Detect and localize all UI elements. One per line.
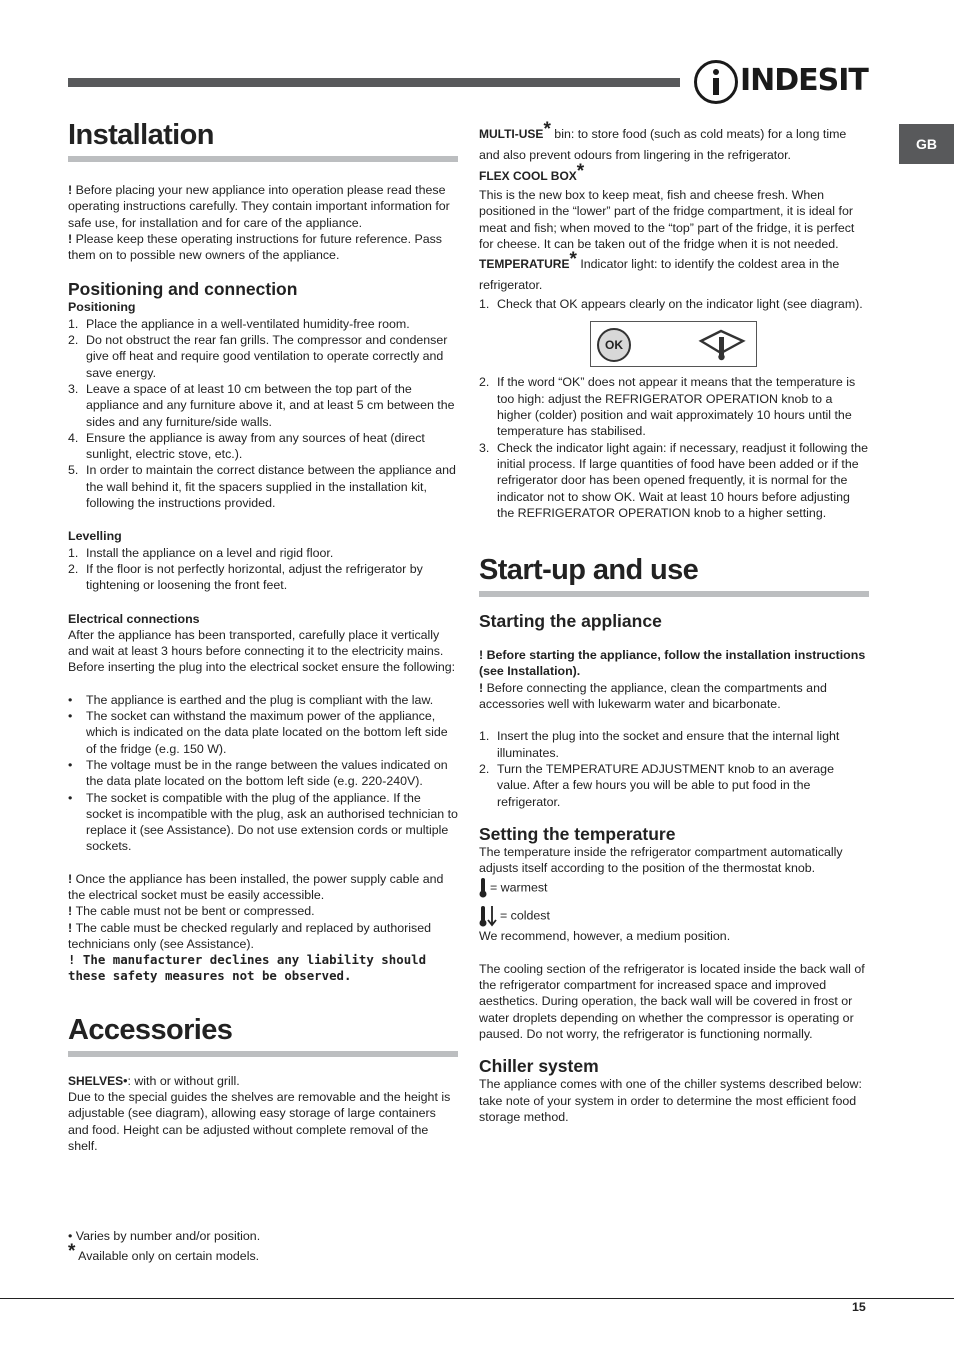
right-column: [479, 119, 869, 1125]
intro-paragraph-2: ! Please keep these operating instructions for future reference. Pass them on to possible new owners of the appliance.: [68, 231, 442, 263]
indicator-light-diagram: [590, 321, 757, 367]
list-item: • The appliance is earthed and the plug is compliant with the law.: [68, 692, 434, 707]
positioning-heading: Positioning and connection: [68, 279, 298, 300]
startup-title: Start-up and use: [479, 553, 869, 597]
list-item: 5. In order to maintain the correct distance between the appliance and the wall behind it, fit the spacers supplied in the installation kit, following the instructions provided.: [68, 463, 456, 511]
footer-rule: [0, 1298, 954, 1299]
list-item: • The socket can withstand the maximum power of the appliance, which is indicated on the data plate located on the bottom left side of the fridge (e.g. 150 W).: [68, 709, 448, 756]
list-item: 1. Place the appliance in a well-ventilated humidity-free room.: [68, 316, 410, 331]
warning-3: ! The cable must be checked regularly and replaced by authorised technicians only (see Assistance).: [68, 920, 431, 951]
chiller-text: The appliance comes with one of the chiller systems described below: take note of your system in order to determine the most efficient food storage method.: [479, 1077, 862, 1124]
thermometer-cold-icon: [479, 904, 497, 928]
temperature-paragraph: The temperature inside the refrigerator compartment automatically adjusts itself according to the position of the thermostat knob.: [479, 844, 843, 876]
indesit-logo: [694, 60, 870, 106]
footnotes: [68, 1226, 260, 1266]
footnote-star: * Available only on certain models.: [68, 1241, 260, 1263]
positioning-subheading: Positioning: [68, 300, 136, 315]
warmest-row: = warmest: [479, 878, 869, 898]
language-tab: GB: [899, 124, 954, 164]
warning-2: ! The cable must not be bent or compressed.: [68, 904, 315, 919]
starting-steps: [479, 728, 869, 809]
recommend-text: We recommend, however, a medium position.: [479, 929, 731, 944]
chiller-heading: Chiller system: [479, 1056, 599, 1077]
temperature-steps-a: [479, 296, 869, 312]
flex-label: FLEX COOL BOX*: [479, 161, 585, 183]
positioning-list: [68, 316, 458, 512]
page-number: 15: [852, 1300, 866, 1314]
list-item: 1. Insert the plug into the socket and ensure that the internal light illuminates.: [479, 729, 840, 760]
levelling-subheading: Levelling: [68, 529, 122, 544]
logo-i-icon: [694, 60, 738, 104]
shelves-line: SHELVES•: with or without grill.: [68, 1073, 240, 1088]
electrical-bullets: [68, 692, 458, 855]
electrical-intro: After the appliance has been transported, carefully place it vertically and wait at least 3 hours before connecting it to the electricity mains. Before inserting the plug into the electrical socket ensure the following:: [68, 627, 456, 675]
multiuse-text: MULTI-USE* bin: to store food (such as cold meats) for a long time and also prevent odours from lingering in the refrigerator.: [479, 119, 847, 162]
shelves-text: Due to the special guides the shelves are removable and the height is adjustable (see diagram), allowing easy storage of large containers and food. Height can be adjusted without complete removal of the shelf.: [68, 1090, 451, 1153]
cooling-text: The cooling section of the refrigerator is located inside the back wall of the refrigerator compartment for increased space and improved aesthetics. During operation, the back wall will be covered in frost or water droplets depending on whether the compressor is operating or paused. Do not worry, the refrigerator is functioning normally.: [479, 961, 865, 1041]
liability-warning: ! The manufacturer declines any liability should these safety measures not be observed.: [68, 952, 427, 984]
temperature-symbol-icon: [695, 327, 749, 361]
list-item: 3. Check the indicator light again: if necessary, readjust it following the initial process. If large quantities of food have been added or if the refrigerator door has been opened frequently, it is normal for the indicator not to show OK. Wait at least 10 hours before adjusting the REFRIGERATOR OPERATION knob to a higher setting.: [479, 440, 868, 520]
flex-text: This is the new box to keep meat, fish and cheese fresh. When positioned in the “lower” part of the fridge compartment, it is ideal for meat and fish; when moved to the “top” part of the fridge, it is perfect for cheese. It can be taken out of the fridge when it is not needed.: [479, 188, 855, 251]
header-bar: [68, 78, 680, 87]
intro-paragraph-1: ! Before placing your new appliance into operation please read these operating instructions carefully. They contain important information for safe use, for installation and for care of the appliance.: [68, 183, 450, 230]
ok-indicator-icon: OK: [597, 328, 631, 362]
warning-1: ! Once the appliance has been installed, the power supply cable and the electrical socket must be easily accessible.: [68, 871, 444, 902]
list-item: • The voltage must be in the range between the values indicated on the data plate located on the bottom left side (e.g. 220-240V).: [68, 757, 448, 789]
list-item: 1. Install the appliance on a level and rigid floor.: [68, 545, 334, 560]
coldest-row: = coldest: [479, 904, 869, 928]
starting-warning: ! Before starting the appliance, follow the installation instructions (see Installation).: [479, 648, 866, 679]
list-item: 2. If the word “OK” does not appear it means that the temperature is too high: adjust the REFRIGERATOR OPERATION knob to a higher (colder) position and wait approximately 10 hours until the temperature has stabilised.: [479, 375, 856, 439]
list-item: 2. If the floor is not perfectly horizontal, adjust the refrigerator by tightening or loosening the front feet.: [68, 561, 423, 593]
starting-note: ! Before connecting the appliance, clean the compartments and accessories well with lukewarm water and bicarbonate.: [479, 680, 827, 712]
levelling-list: [68, 545, 458, 594]
list-item: 3. Leave a space of at least 10 cm between the top part of the appliance and any furniture above it, and at least 5 cm between the sides and any furniture/side walls.: [68, 381, 455, 429]
logo-wordmark: INDESIT: [740, 63, 868, 98]
thermometer-icon: [479, 878, 487, 898]
temperature-steps-b: [479, 374, 869, 521]
list-item: 4. Ensure the appliance is away from any sources of heat (direct sunlight, electric stove, etc.).: [68, 430, 425, 462]
list-item: 2. Turn the TEMPERATURE ADJUSTMENT knob to an average value. After a few hours you will be able to put food in the refrigerator.: [479, 761, 834, 809]
electrical-subheading: Electrical connections: [68, 611, 200, 626]
starting-heading: Starting the appliance: [479, 611, 662, 632]
temperature-text: TEMPERATURE* Indicator light: to identify the coldest area in the refrigerator.: [479, 249, 840, 293]
left-column: [68, 118, 458, 1154]
list-item: 2. Do not obstruct the rear fan grills. The compressor and condenser give off heat and require good ventilation to operate correctly and save energy.: [68, 333, 448, 380]
installation-title: Installation: [68, 118, 458, 162]
list-item: • The socket is compatible with the plug of the appliance. If the socket is incompatible with the plug, ask an authorised technician to replace it (see Assistance). Do not use extension cords or multiple sockets.: [68, 790, 458, 854]
temperature-heading: Setting the temperature: [479, 823, 676, 844]
accessories-title: Accessories: [68, 1013, 458, 1057]
list-item: 1. Check that OK appears clearly on the indicator light (see diagram).: [479, 297, 863, 312]
footnote-bullet: • Varies by number and/or position.: [68, 1229, 261, 1243]
